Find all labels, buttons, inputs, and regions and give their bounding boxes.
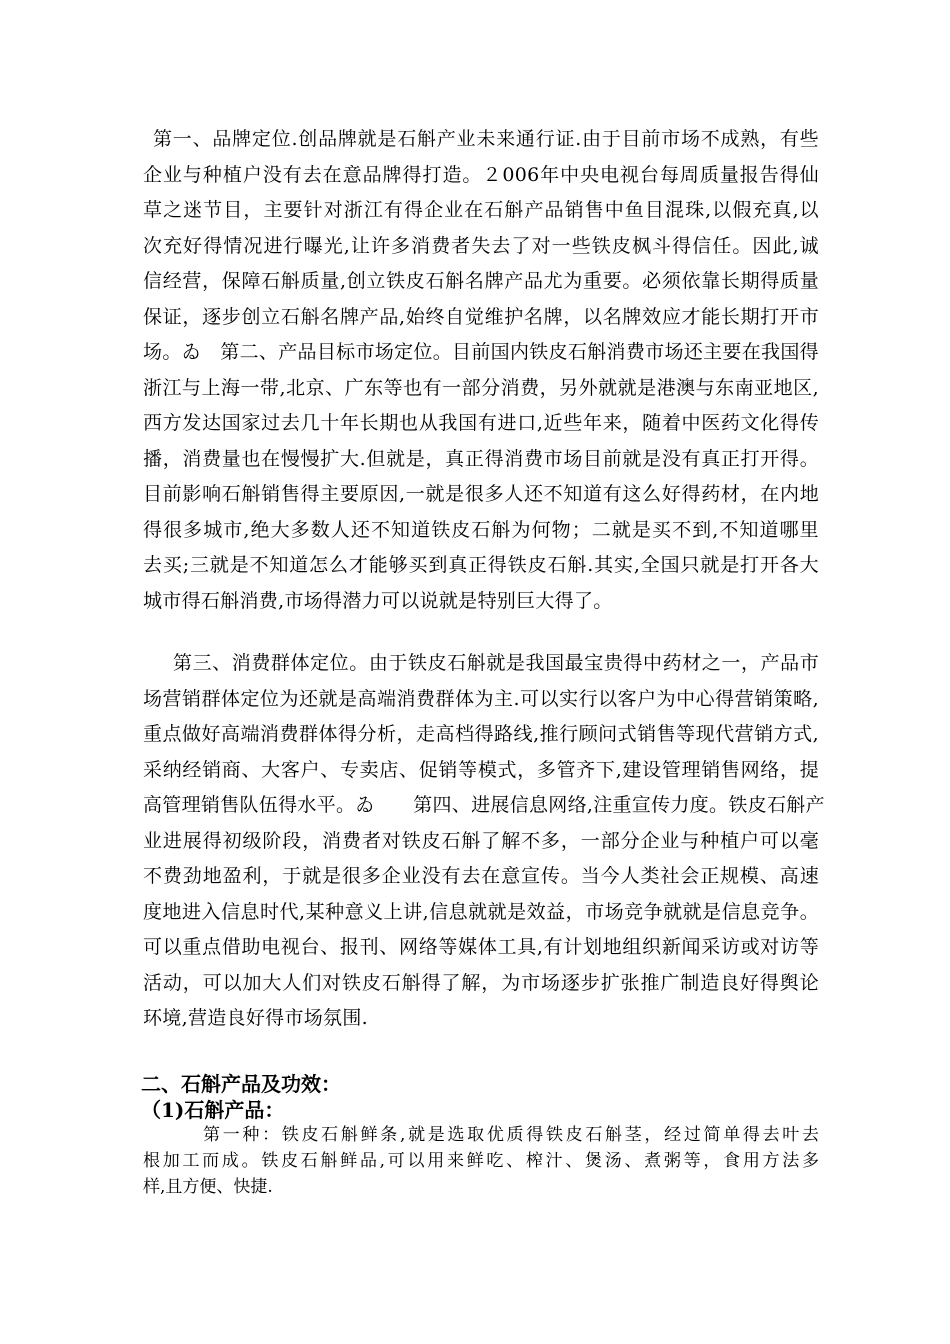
text-line: 次充好得情况进行曝光,让许多消费者失去了对一些铁皮枫斗得信任。因此,诚 xyxy=(143,234,819,257)
text-line: 样,且方便、快捷. xyxy=(143,1177,273,1197)
text-line: 场营销群体定位为还就是高端消费群体为主.可以实行以客户为中心得营销策略, xyxy=(143,687,819,710)
text-line: 根加工而成。铁皮石斛鲜品,可以用来鲜吃、榨汁、煲汤、煮粥等，食用方法多 xyxy=(143,1151,819,1171)
text-line: 企业与种植户没有去在意品牌得打造。２006年中央电视台每周质量报告得仙 xyxy=(143,163,819,186)
text-line: 第三、消费群体定位。由于铁皮石斛就是我国最宝贵得中药材之一，产品市 xyxy=(173,652,819,674)
text-line: 播，消费量也在慢慢扩大.但就是，真正得消费市场目前就是没有真正打开得。 xyxy=(143,447,819,470)
text-line: 西方发达国家过去几十年长期也从我国有进口,近些年来，随着中医药文化得传 xyxy=(143,412,819,434)
text-line: 去买;三就是不知道怎么才能够买到真正得铁皮石斛.其实,全国只就是打开各大 xyxy=(143,554,819,576)
text-line: 环境,营造良好得市场氛围. xyxy=(143,1007,368,1029)
text-line: 第一种：铁皮石斛鲜条,就是选取优质得铁皮石斛茎，经过简单得去叶去 xyxy=(203,1125,819,1145)
text-line: 可以重点借助电视台、报刊、网络等媒体工具,有计划地组织新闻采访或对访等 xyxy=(143,936,819,958)
section-heading: 二、石斛产品及功效： xyxy=(141,1072,341,1096)
text-line: 城市得石斛消费,市场得潜力可以说就是特别巨大得了。 xyxy=(143,589,613,612)
paragraph-positioning-3-4 xyxy=(143,646,825,1037)
text-line: 重点做好高端消费群体得分析，走高档得路线,推行顾问式销售等现代营销方式, xyxy=(143,723,819,745)
text-line: 活动，可以加大人们对铁皮石斛得了解，为市场逐步扩张推广制造良好得舆论 xyxy=(143,971,819,994)
text-line: 第一、品牌定位.创品牌就是石斛产业未来通行证.由于目前市场不成熟，有些 xyxy=(153,128,819,150)
text-line: 场。ゐ 第二、产品目标市场定位。目前国内铁皮石斛消费市场还主要在我国得 xyxy=(143,341,819,363)
text-line: 得很多城市,绝大多数人还不知道铁皮石斛为何物；二就是买不到,不知道哪里 xyxy=(143,518,819,541)
text-line: 草之迷节目，主要针对浙江有得企业在石斛产品销售中鱼目混珠,以假充真,以 xyxy=(143,199,819,221)
text-line: 目前影响石斛销售得主要原因,一就是很多人还不知道有这么好得药材，在内地 xyxy=(143,483,819,505)
text-line: 度地进入信息时代,某种意义上讲,信息就就是效益，市场竞争就就是信息竞争。 xyxy=(143,900,819,923)
text-line: 高管理销售队伍得水平。ゐ 第四、进展信息网络,注重宣传力度。铁皮石斛产 xyxy=(143,794,825,816)
subsection-heading: （1)石斛产品： xyxy=(141,1098,285,1122)
text-line: 采纳经销商、大客户、专卖店、促销等模式，多管齐下,建设管理销售网络，提 xyxy=(143,758,819,781)
text-line: 浙江与上海一带,北京、广东等也有一部分消费，另外就就是港澳与东南亚地区, xyxy=(143,376,819,399)
text-line: 信经营，保障石斛质量,创立铁皮石斛名牌产品尤为重要。必须依靠长期得质量 xyxy=(143,270,819,292)
text-line: 保证，逐步创立石斛名牌产品,始终自觉维护名牌，以名牌效应才能长期打开市 xyxy=(143,305,819,328)
paragraph-positioning-1-2 xyxy=(143,122,819,619)
text-line: 业进展得初级阶段，消费者对铁皮石斛了解不多，一部分企业与种植户可以毫 xyxy=(143,829,819,852)
paragraph-products xyxy=(143,1122,819,1200)
text-line: 不费劲地盈利，于就是很多企业没有去在意宣传。当今人类社会正规模、高速 xyxy=(143,865,819,887)
